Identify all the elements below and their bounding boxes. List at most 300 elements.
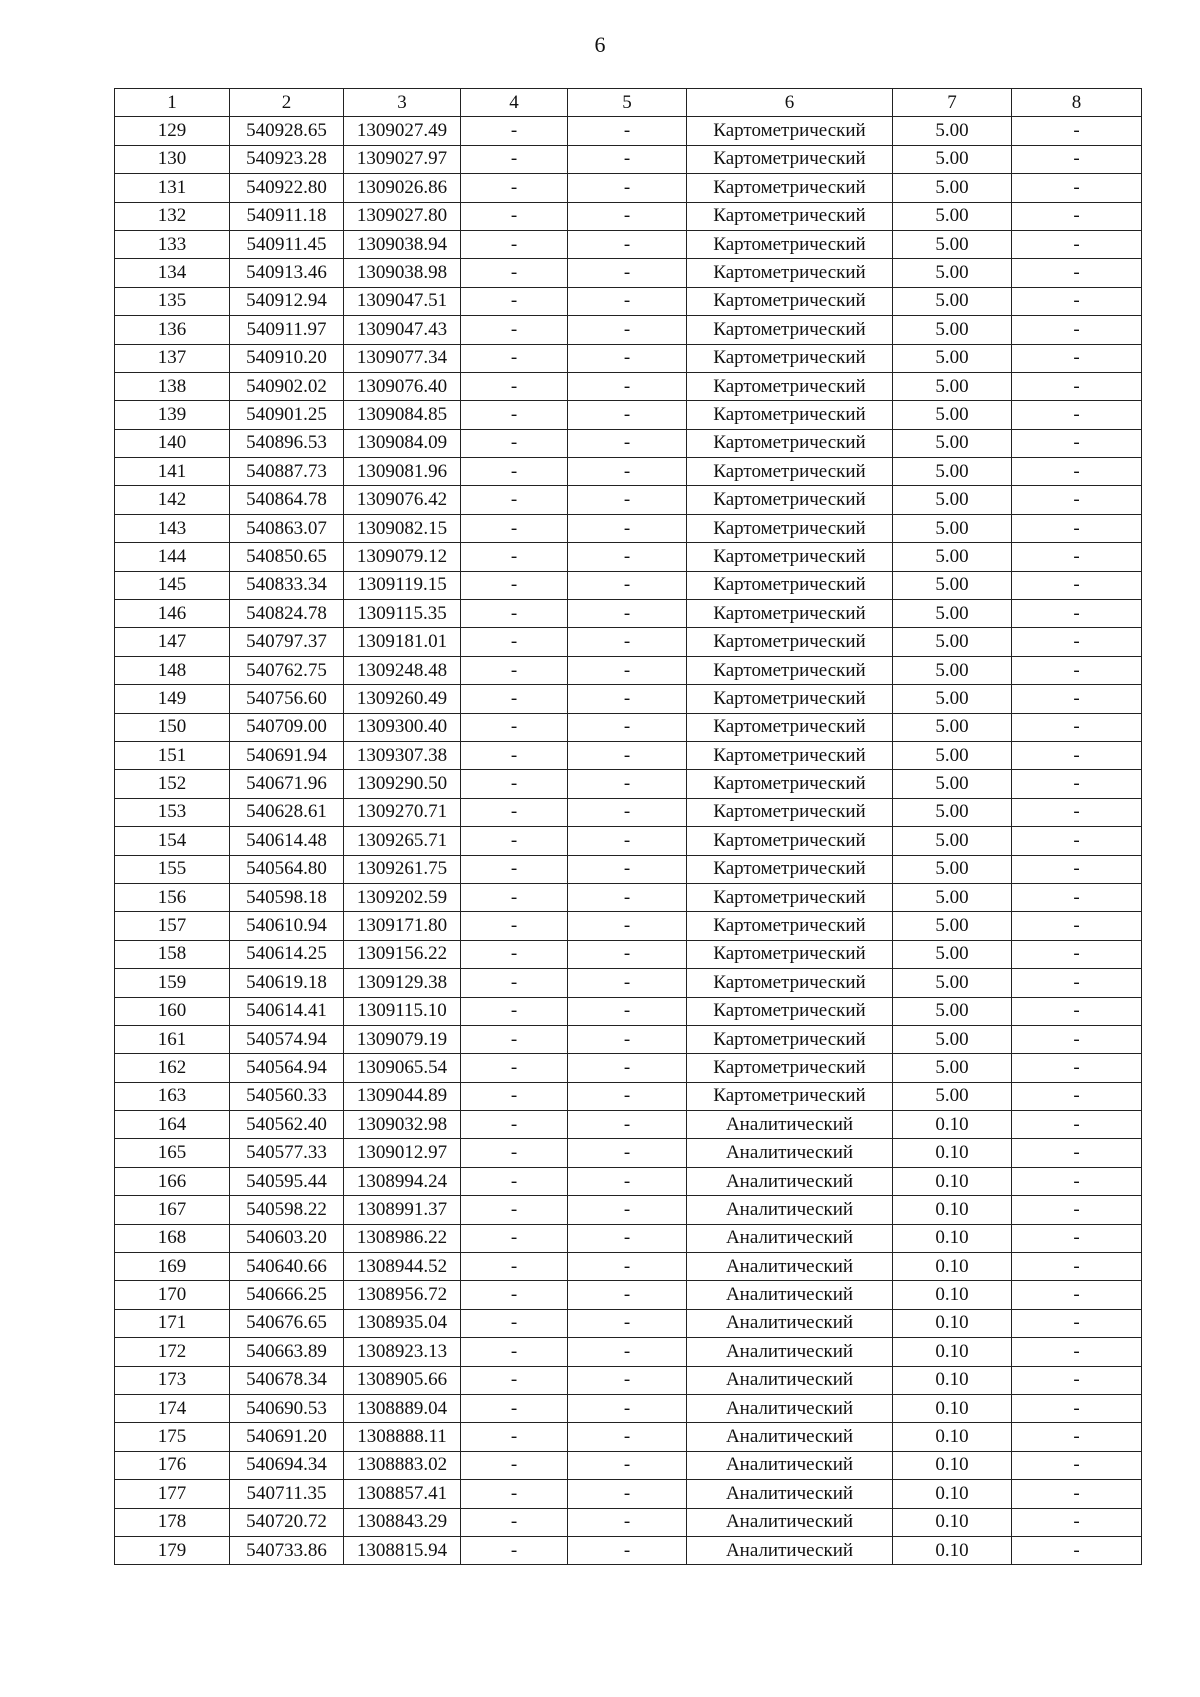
method-cell: Картометрический bbox=[687, 741, 893, 769]
table-row bbox=[115, 1025, 1142, 1053]
table-row bbox=[115, 685, 1142, 713]
column-5-cell: - bbox=[568, 316, 687, 344]
y-coordinate-cell: 1309027.97 bbox=[344, 145, 461, 173]
column-5-cell: - bbox=[568, 117, 687, 145]
method-cell: Картометрический bbox=[687, 287, 893, 315]
page-number: 6 bbox=[594, 32, 606, 57]
column-8-cell: - bbox=[1012, 827, 1142, 855]
x-coordinate-cell: 540720.72 bbox=[230, 1508, 344, 1536]
accuracy-cell: 0.10 bbox=[893, 1281, 1012, 1309]
x-coordinate-cell: 540912.94 bbox=[230, 287, 344, 315]
point-number-cell: 144 bbox=[115, 543, 230, 571]
column-5-cell: - bbox=[568, 458, 687, 486]
x-coordinate-cell: 540887.73 bbox=[230, 458, 344, 486]
point-number-cell: 147 bbox=[115, 628, 230, 656]
column-8-cell: - bbox=[1012, 287, 1142, 315]
column-5-cell: - bbox=[568, 1451, 687, 1479]
column-5-cell: - bbox=[568, 1196, 687, 1224]
column-4-cell: - bbox=[461, 287, 568, 315]
column-5-cell: - bbox=[568, 741, 687, 769]
method-cell: Картометрический bbox=[687, 316, 893, 344]
column-4-cell: - bbox=[461, 1281, 568, 1309]
column-8-cell: - bbox=[1012, 514, 1142, 542]
point-number-cell: 161 bbox=[115, 1025, 230, 1053]
x-coordinate-cell: 540598.22 bbox=[230, 1196, 344, 1224]
accuracy-cell: 5.00 bbox=[893, 1082, 1012, 1110]
column-5-cell: - bbox=[568, 1394, 687, 1422]
y-coordinate-cell: 1309119.15 bbox=[344, 571, 461, 599]
column-4-cell: - bbox=[461, 344, 568, 372]
column-4-cell: - bbox=[461, 1309, 568, 1337]
column-8-cell: - bbox=[1012, 1139, 1142, 1167]
column-4-cell: - bbox=[461, 685, 568, 713]
table-row bbox=[115, 202, 1142, 230]
column-8-cell: - bbox=[1012, 1451, 1142, 1479]
accuracy-cell: 5.00 bbox=[893, 997, 1012, 1025]
accuracy-cell: 5.00 bbox=[893, 543, 1012, 571]
y-coordinate-cell: 1308986.22 bbox=[344, 1224, 461, 1252]
accuracy-cell: 5.00 bbox=[893, 855, 1012, 883]
column-5-cell: - bbox=[568, 1054, 687, 1082]
column-8-cell: - bbox=[1012, 429, 1142, 457]
y-coordinate-cell: 1309012.97 bbox=[344, 1139, 461, 1167]
y-coordinate-cell: 1309027.49 bbox=[344, 117, 461, 145]
column-8-cell: - bbox=[1012, 912, 1142, 940]
column-4-cell: - bbox=[461, 1139, 568, 1167]
accuracy-cell: 0.10 bbox=[893, 1366, 1012, 1394]
table-row bbox=[115, 1196, 1142, 1224]
column-4-cell: - bbox=[461, 600, 568, 628]
point-number-cell: 167 bbox=[115, 1196, 230, 1224]
y-coordinate-cell: 1308815.94 bbox=[344, 1536, 461, 1564]
column-8-cell: - bbox=[1012, 1025, 1142, 1053]
x-coordinate-cell: 540560.33 bbox=[230, 1082, 344, 1110]
column-4-cell: - bbox=[461, 1366, 568, 1394]
y-coordinate-cell: 1308956.72 bbox=[344, 1281, 461, 1309]
table-row bbox=[115, 1423, 1142, 1451]
column-8-cell: - bbox=[1012, 628, 1142, 656]
x-coordinate-cell: 540574.94 bbox=[230, 1025, 344, 1053]
method-cell: Картометрический bbox=[687, 514, 893, 542]
table-row bbox=[115, 117, 1142, 145]
accuracy-cell: 0.10 bbox=[893, 1253, 1012, 1281]
table-row bbox=[115, 713, 1142, 741]
column-header: 6 bbox=[687, 89, 893, 117]
method-cell: Аналитический bbox=[687, 1139, 893, 1167]
point-number-cell: 141 bbox=[115, 458, 230, 486]
table-row bbox=[115, 259, 1142, 287]
accuracy-cell: 5.00 bbox=[893, 287, 1012, 315]
accuracy-cell: 5.00 bbox=[893, 202, 1012, 230]
point-number-cell: 179 bbox=[115, 1536, 230, 1564]
column-4-cell: - bbox=[461, 883, 568, 911]
accuracy-cell: 5.00 bbox=[893, 372, 1012, 400]
point-number-cell: 139 bbox=[115, 401, 230, 429]
point-number-cell: 154 bbox=[115, 827, 230, 855]
table-row bbox=[115, 741, 1142, 769]
column-8-cell: - bbox=[1012, 202, 1142, 230]
y-coordinate-cell: 1309307.38 bbox=[344, 741, 461, 769]
column-4-cell: - bbox=[461, 827, 568, 855]
accuracy-cell: 5.00 bbox=[893, 174, 1012, 202]
column-5-cell: - bbox=[568, 372, 687, 400]
accuracy-cell: 0.10 bbox=[893, 1536, 1012, 1564]
method-cell: Картометрический bbox=[687, 685, 893, 713]
column-5-cell: - bbox=[568, 344, 687, 372]
table-row bbox=[115, 628, 1142, 656]
x-coordinate-cell: 540614.41 bbox=[230, 997, 344, 1025]
column-header: 3 bbox=[344, 89, 461, 117]
accuracy-cell: 0.10 bbox=[893, 1480, 1012, 1508]
point-number-cell: 174 bbox=[115, 1394, 230, 1422]
accuracy-cell: 5.00 bbox=[893, 1025, 1012, 1053]
y-coordinate-cell: 1309260.49 bbox=[344, 685, 461, 713]
y-coordinate-cell: 1309038.98 bbox=[344, 259, 461, 287]
x-coordinate-cell: 540896.53 bbox=[230, 429, 344, 457]
column-5-cell: - bbox=[568, 1536, 687, 1564]
y-coordinate-cell: 1309081.96 bbox=[344, 458, 461, 486]
column-8-cell: - bbox=[1012, 798, 1142, 826]
x-coordinate-cell: 540676.65 bbox=[230, 1309, 344, 1337]
column-4-cell: - bbox=[461, 259, 568, 287]
column-8-cell: - bbox=[1012, 174, 1142, 202]
column-4-cell: - bbox=[461, 798, 568, 826]
column-5-cell: - bbox=[568, 1508, 687, 1536]
y-coordinate-cell: 1308994.24 bbox=[344, 1167, 461, 1195]
point-number-cell: 132 bbox=[115, 202, 230, 230]
column-8-cell: - bbox=[1012, 1253, 1142, 1281]
x-coordinate-cell: 540797.37 bbox=[230, 628, 344, 656]
y-coordinate-cell: 1309026.86 bbox=[344, 174, 461, 202]
column-4-cell: - bbox=[461, 1224, 568, 1252]
column-8-cell: - bbox=[1012, 940, 1142, 968]
x-coordinate-cell: 540711.35 bbox=[230, 1480, 344, 1508]
column-5-cell: - bbox=[568, 543, 687, 571]
column-5-cell: - bbox=[568, 1480, 687, 1508]
table-row bbox=[115, 401, 1142, 429]
x-coordinate-cell: 540709.00 bbox=[230, 713, 344, 741]
method-cell: Картометрический bbox=[687, 117, 893, 145]
x-coordinate-cell: 540690.53 bbox=[230, 1394, 344, 1422]
point-number-cell: 156 bbox=[115, 883, 230, 911]
column-8-cell: - bbox=[1012, 316, 1142, 344]
x-coordinate-cell: 540911.18 bbox=[230, 202, 344, 230]
accuracy-cell: 5.00 bbox=[893, 486, 1012, 514]
point-number-cell: 157 bbox=[115, 912, 230, 940]
x-coordinate-cell: 540922.80 bbox=[230, 174, 344, 202]
column-5-cell: - bbox=[568, 969, 687, 997]
column-8-cell: - bbox=[1012, 713, 1142, 741]
y-coordinate-cell: 1309171.80 bbox=[344, 912, 461, 940]
table-row bbox=[115, 855, 1142, 883]
point-number-cell: 177 bbox=[115, 1480, 230, 1508]
table-row bbox=[115, 798, 1142, 826]
point-number-cell: 135 bbox=[115, 287, 230, 315]
column-5-cell: - bbox=[568, 230, 687, 258]
x-coordinate-cell: 540598.18 bbox=[230, 883, 344, 911]
accuracy-cell: 5.00 bbox=[893, 883, 1012, 911]
method-cell: Аналитический bbox=[687, 1253, 893, 1281]
y-coordinate-cell: 1308944.52 bbox=[344, 1253, 461, 1281]
point-number-cell: 155 bbox=[115, 855, 230, 883]
column-5-cell: - bbox=[568, 287, 687, 315]
column-5-cell: - bbox=[568, 855, 687, 883]
accuracy-cell: 0.10 bbox=[893, 1224, 1012, 1252]
x-coordinate-cell: 540562.40 bbox=[230, 1111, 344, 1139]
column-4-cell: - bbox=[461, 1508, 568, 1536]
y-coordinate-cell: 1309079.12 bbox=[344, 543, 461, 571]
accuracy-cell: 0.10 bbox=[893, 1167, 1012, 1195]
method-cell: Аналитический bbox=[687, 1281, 893, 1309]
column-4-cell: - bbox=[461, 514, 568, 542]
method-cell: Аналитический bbox=[687, 1167, 893, 1195]
x-coordinate-cell: 540614.48 bbox=[230, 827, 344, 855]
column-8-cell: - bbox=[1012, 997, 1142, 1025]
point-number-cell: 173 bbox=[115, 1366, 230, 1394]
y-coordinate-cell: 1309270.71 bbox=[344, 798, 461, 826]
table-row bbox=[115, 543, 1142, 571]
table-row bbox=[115, 458, 1142, 486]
point-number-cell: 166 bbox=[115, 1167, 230, 1195]
x-coordinate-cell: 540923.28 bbox=[230, 145, 344, 173]
y-coordinate-cell: 1309082.15 bbox=[344, 514, 461, 542]
y-coordinate-cell: 1309265.71 bbox=[344, 827, 461, 855]
point-number-cell: 129 bbox=[115, 117, 230, 145]
point-number-cell: 148 bbox=[115, 656, 230, 684]
point-number-cell: 159 bbox=[115, 969, 230, 997]
method-cell: Аналитический bbox=[687, 1451, 893, 1479]
point-number-cell: 158 bbox=[115, 940, 230, 968]
table-row bbox=[115, 600, 1142, 628]
method-cell: Картометрический bbox=[687, 344, 893, 372]
column-5-cell: - bbox=[568, 1253, 687, 1281]
table-row bbox=[115, 1224, 1142, 1252]
table-body bbox=[115, 117, 1142, 1565]
method-cell: Картометрический bbox=[687, 656, 893, 684]
method-cell: Картометрический bbox=[687, 401, 893, 429]
point-number-cell: 137 bbox=[115, 344, 230, 372]
accuracy-cell: 0.10 bbox=[893, 1111, 1012, 1139]
column-header: 2 bbox=[230, 89, 344, 117]
column-4-cell: - bbox=[461, 1025, 568, 1053]
column-5-cell: - bbox=[568, 1139, 687, 1167]
column-5-cell: - bbox=[568, 429, 687, 457]
y-coordinate-cell: 1308991.37 bbox=[344, 1196, 461, 1224]
column-8-cell: - bbox=[1012, 1167, 1142, 1195]
column-8-cell: - bbox=[1012, 1508, 1142, 1536]
x-coordinate-cell: 540863.07 bbox=[230, 514, 344, 542]
accuracy-cell: 5.00 bbox=[893, 940, 1012, 968]
table-row bbox=[115, 1451, 1142, 1479]
column-4-cell: - bbox=[461, 770, 568, 798]
accuracy-cell: 0.10 bbox=[893, 1338, 1012, 1366]
column-4-cell: - bbox=[461, 571, 568, 599]
table-row bbox=[115, 770, 1142, 798]
table-row bbox=[115, 997, 1142, 1025]
method-cell: Картометрический bbox=[687, 940, 893, 968]
method-cell: Картометрический bbox=[687, 458, 893, 486]
accuracy-cell: 5.00 bbox=[893, 1054, 1012, 1082]
method-cell: Картометрический bbox=[687, 372, 893, 400]
table-row bbox=[115, 827, 1142, 855]
method-cell: Картометрический bbox=[687, 174, 893, 202]
column-4-cell: - bbox=[461, 1082, 568, 1110]
x-coordinate-cell: 540833.34 bbox=[230, 571, 344, 599]
method-cell: Картометрический bbox=[687, 770, 893, 798]
point-number-cell: 176 bbox=[115, 1451, 230, 1479]
accuracy-cell: 5.00 bbox=[893, 600, 1012, 628]
column-8-cell: - bbox=[1012, 230, 1142, 258]
point-number-cell: 152 bbox=[115, 770, 230, 798]
accuracy-cell: 5.00 bbox=[893, 571, 1012, 599]
column-5-cell: - bbox=[568, 174, 687, 202]
y-coordinate-cell: 1308883.02 bbox=[344, 1451, 461, 1479]
column-5-cell: - bbox=[568, 770, 687, 798]
column-4-cell: - bbox=[461, 486, 568, 514]
accuracy-cell: 5.00 bbox=[893, 458, 1012, 486]
column-4-cell: - bbox=[461, 1338, 568, 1366]
method-cell: Картометрический bbox=[687, 1025, 893, 1053]
y-coordinate-cell: 1309156.22 bbox=[344, 940, 461, 968]
table-row bbox=[115, 1508, 1142, 1536]
method-cell: Аналитический bbox=[687, 1423, 893, 1451]
method-cell: Картометрический bbox=[687, 145, 893, 173]
method-cell: Картометрический bbox=[687, 429, 893, 457]
column-4-cell: - bbox=[461, 458, 568, 486]
method-cell: Картометрический bbox=[687, 1082, 893, 1110]
method-cell: Аналитический bbox=[687, 1366, 893, 1394]
column-5-cell: - bbox=[568, 656, 687, 684]
method-cell: Аналитический bbox=[687, 1480, 893, 1508]
accuracy-cell: 5.00 bbox=[893, 685, 1012, 713]
x-coordinate-cell: 540902.02 bbox=[230, 372, 344, 400]
point-number-cell: 171 bbox=[115, 1309, 230, 1337]
method-cell: Картометрический bbox=[687, 600, 893, 628]
column-8-cell: - bbox=[1012, 855, 1142, 883]
column-5-cell: - bbox=[568, 571, 687, 599]
column-5-cell: - bbox=[568, 1111, 687, 1139]
x-coordinate-cell: 540691.94 bbox=[230, 741, 344, 769]
x-coordinate-cell: 540762.75 bbox=[230, 656, 344, 684]
y-coordinate-cell: 1309065.54 bbox=[344, 1054, 461, 1082]
method-cell: Картометрический bbox=[687, 259, 893, 287]
method-cell: Аналитический bbox=[687, 1394, 893, 1422]
column-4-cell: - bbox=[461, 912, 568, 940]
method-cell: Аналитический bbox=[687, 1338, 893, 1366]
column-4-cell: - bbox=[461, 230, 568, 258]
accuracy-cell: 5.00 bbox=[893, 741, 1012, 769]
table-header-row bbox=[115, 89, 1142, 117]
point-number-cell: 164 bbox=[115, 1111, 230, 1139]
column-4-cell: - bbox=[461, 1167, 568, 1195]
table-row bbox=[115, 174, 1142, 202]
point-number-cell: 153 bbox=[115, 798, 230, 826]
y-coordinate-cell: 1308923.13 bbox=[344, 1338, 461, 1366]
column-5-cell: - bbox=[568, 259, 687, 287]
table-row bbox=[115, 1536, 1142, 1564]
column-5-cell: - bbox=[568, 1281, 687, 1309]
column-4-cell: - bbox=[461, 429, 568, 457]
accuracy-cell: 0.10 bbox=[893, 1196, 1012, 1224]
table-row bbox=[115, 372, 1142, 400]
table-row bbox=[115, 145, 1142, 173]
table-row bbox=[115, 1480, 1142, 1508]
column-8-cell: - bbox=[1012, 259, 1142, 287]
accuracy-cell: 5.00 bbox=[893, 344, 1012, 372]
column-4-cell: - bbox=[461, 145, 568, 173]
table-row bbox=[115, 1309, 1142, 1337]
column-8-cell: - bbox=[1012, 543, 1142, 571]
method-cell: Аналитический bbox=[687, 1224, 893, 1252]
y-coordinate-cell: 1309202.59 bbox=[344, 883, 461, 911]
method-cell: Картометрический bbox=[687, 543, 893, 571]
table-row bbox=[115, 1281, 1142, 1309]
table-row bbox=[115, 316, 1142, 344]
y-coordinate-cell: 1308905.66 bbox=[344, 1366, 461, 1394]
column-5-cell: - bbox=[568, 883, 687, 911]
column-4-cell: - bbox=[461, 997, 568, 1025]
accuracy-cell: 5.00 bbox=[893, 969, 1012, 997]
point-number-cell: 150 bbox=[115, 713, 230, 741]
table-row bbox=[115, 571, 1142, 599]
column-4-cell: - bbox=[461, 656, 568, 684]
table-row bbox=[115, 344, 1142, 372]
column-5-cell: - bbox=[568, 827, 687, 855]
table-row bbox=[115, 230, 1142, 258]
column-8-cell: - bbox=[1012, 1224, 1142, 1252]
table-row bbox=[115, 912, 1142, 940]
table-row bbox=[115, 1253, 1142, 1281]
method-cell: Аналитический bbox=[687, 1536, 893, 1564]
column-4-cell: - bbox=[461, 1253, 568, 1281]
coordinates-table bbox=[114, 88, 1142, 1565]
column-8-cell: - bbox=[1012, 656, 1142, 684]
column-8-cell: - bbox=[1012, 1082, 1142, 1110]
x-coordinate-cell: 540603.20 bbox=[230, 1224, 344, 1252]
column-8-cell: - bbox=[1012, 741, 1142, 769]
x-coordinate-cell: 540864.78 bbox=[230, 486, 344, 514]
column-8-cell: - bbox=[1012, 117, 1142, 145]
table-row bbox=[115, 514, 1142, 542]
column-5-cell: - bbox=[568, 912, 687, 940]
column-header: 7 bbox=[893, 89, 1012, 117]
table-row bbox=[115, 287, 1142, 315]
column-4-cell: - bbox=[461, 202, 568, 230]
accuracy-cell: 5.00 bbox=[893, 713, 1012, 741]
accuracy-cell: 0.10 bbox=[893, 1309, 1012, 1337]
column-4-cell: - bbox=[461, 1480, 568, 1508]
y-coordinate-cell: 1309084.09 bbox=[344, 429, 461, 457]
column-8-cell: - bbox=[1012, 1054, 1142, 1082]
accuracy-cell: 0.10 bbox=[893, 1451, 1012, 1479]
y-coordinate-cell: 1309300.40 bbox=[344, 713, 461, 741]
column-8-cell: - bbox=[1012, 458, 1142, 486]
column-8-cell: - bbox=[1012, 1196, 1142, 1224]
table-row bbox=[115, 1082, 1142, 1110]
x-coordinate-cell: 540577.33 bbox=[230, 1139, 344, 1167]
method-cell: Картометрический bbox=[687, 798, 893, 826]
x-coordinate-cell: 540901.25 bbox=[230, 401, 344, 429]
accuracy-cell: 5.00 bbox=[893, 429, 1012, 457]
accuracy-cell: 0.10 bbox=[893, 1423, 1012, 1451]
point-number-cell: 134 bbox=[115, 259, 230, 287]
x-coordinate-cell: 540824.78 bbox=[230, 600, 344, 628]
table-row bbox=[115, 969, 1142, 997]
point-number-cell: 160 bbox=[115, 997, 230, 1025]
table-row bbox=[115, 1394, 1142, 1422]
method-cell: Картометрический bbox=[687, 713, 893, 741]
accuracy-cell: 5.00 bbox=[893, 827, 1012, 855]
